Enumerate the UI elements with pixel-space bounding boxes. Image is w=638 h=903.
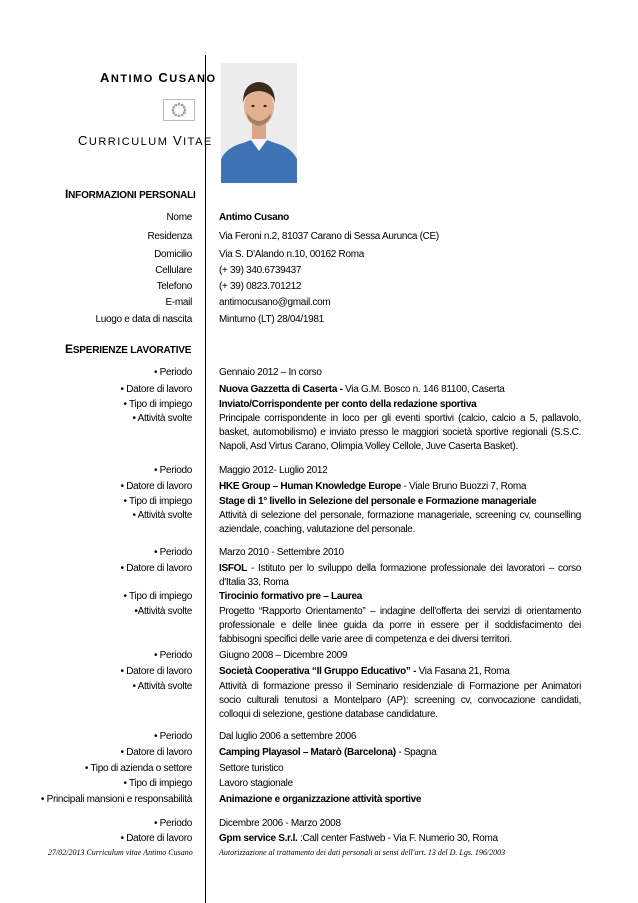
value-settore: Settore turistico (219, 763, 284, 774)
label-tipo-impiego: • Tipo di impiego (123, 496, 192, 507)
value-datore: ISFOL - Istituto per lo sviluppo della formazione professionale dei lavoratori – corso d'Italia 33, Roma (219, 563, 581, 588)
label-attivita: • Attività svolte (132, 681, 192, 692)
value-tipo-impiego: Lavoro stagionale (219, 778, 293, 789)
value-attivita: Progetto “Rapporto Orientamento” – indagine dell'offerta dei servizi di orientamento professionale e delle linee guida da porre in essere per il soddisfacimento dei fabbisogni specifici delle varie aree di competenza e dei diversi territori. (219, 606, 581, 645)
footer-left: 27/02/2013 Curriculum vitae Antimo Cusano (48, 848, 193, 857)
label-tipo-impiego: • Tipo di impiego (123, 778, 192, 789)
value-datore: Gpm service S.r.l. :Call center Fastweb - Via F. Numerio 30, Roma (219, 833, 498, 844)
label-telefono: Telefono (156, 281, 192, 292)
value-periodo: Marzo 2010 - Settembre 2010 (219, 547, 344, 558)
label-mansioni: • Principali mansioni e responsabilità (40, 794, 192, 805)
value-datore: HKE Group – Human Knowledge Europe - Viale Bruno Buozzi 7, Roma (219, 481, 527, 492)
cv-title: CURRICULUM VITAE (78, 133, 213, 148)
section-title-personal: INFORMAZIONI PERSONALI (65, 187, 196, 201)
label-periodo: • Periodo (153, 650, 192, 661)
value-periodo: Giugno 2008 – Dicembre 2009 (219, 650, 348, 661)
value-tipo-impiego: Tirocinio formativo pre – Laurea (219, 591, 363, 602)
label-cellulare: Cellulare (155, 265, 192, 276)
value-tipo-impiego: Stage di 1° livello in Selezione del personale e Formazione manageriale (219, 496, 537, 507)
label-attivita: • Attività svolte (132, 413, 192, 424)
value-periodo: Dicembre 2006 - Marzo 2008 (219, 818, 341, 829)
label-datore: • Datore di lavoro (120, 833, 192, 844)
value-periodo: Dal luglio 2006 a settembre 2006 (219, 731, 357, 742)
vertical-divider (205, 55, 206, 903)
label-datore: • Datore di lavoro (120, 384, 192, 395)
value-attivita: Attività di selezione del personale, formazione manageriale, screening cv, counselling aziendale, coaching, valutazione del personale. (219, 510, 581, 535)
value-periodo: Maggio 2012- Luglio 2012 (219, 465, 328, 476)
value-domicilio: Via S. D'Alando n.10, 00162 Roma (219, 249, 365, 260)
value-attivita: Principale corrispondente in loco per gli eventi sportivi (calcio, calcio a 5, pallavolo, basket, automobilismo) e inviato presso le maggiori società sportive regionali (S.S.C. Napoli, Asd Virtus Carano, Olimpia Volley Cellole, Juve Caserta Basket). (219, 413, 581, 452)
label-periodo: • Periodo (153, 465, 192, 476)
label-domicilio: Domicilio (154, 249, 192, 260)
label-periodo: • Periodo (153, 547, 192, 558)
label-nascita: Luogo e data di nascita (95, 314, 192, 325)
value-cellulare: (+ 39) 340.6739437 (219, 265, 302, 276)
label-periodo: • Periodo (153, 367, 192, 378)
label-tipo-impiego: • Tipo di impiego (123, 591, 192, 602)
label-settore: • Tipo di azienda o settore (84, 763, 192, 774)
label-attivita: •Attività svolte (134, 606, 192, 617)
label-email: E-mail (165, 297, 192, 308)
label-datore: • Datore di lavoro (120, 747, 192, 758)
value-nascita: Minturno (LT) 28/04/1981 (219, 314, 324, 325)
value-datore: Società Cooperativa “Il Gruppo Educativo” - Via Fasana 21, Roma (219, 666, 510, 677)
value-attivita: Attività di formazione presso il Seminario residenziale di Formazione per Animatori socio culturali tenutosi a Montelparo (AP): screening cv, convocazione candidati, colloqui di selezione, gestione database candidature. (219, 681, 581, 720)
label-attivita: • Attività svolte (132, 510, 192, 521)
section-title-experience: ESPERIENZE LAVORATIVE (65, 342, 192, 356)
value-email[interactable]: antimocusano@gmail.com (219, 297, 331, 308)
value-telefono: (+ 39) 0823.701212 (219, 281, 302, 292)
value-residenza: Via Feroni n.2, 81037 Carano di Sessa Aurunca (CE) (219, 231, 439, 242)
label-datore: • Datore di lavoro (120, 481, 192, 492)
value-periodo: Gennaio 2012 – In corso (219, 367, 322, 378)
value-mansioni: Animazione e organizzazione attività sportive (219, 794, 422, 805)
label-tipo-impiego: • Tipo di impiego (123, 399, 192, 410)
value-datore: Camping Playasol – Matarò (Barcelona) - Spagna (219, 747, 437, 758)
eu-flag-icon (163, 99, 195, 121)
label-nome: Nome (166, 212, 192, 223)
label-residenza: Residenza (147, 231, 192, 242)
profile-photo (221, 63, 297, 183)
label-datore: • Datore di lavoro (120, 666, 192, 677)
label-periodo: • Periodo (153, 818, 192, 829)
label-datore: • Datore di lavoro (120, 563, 192, 574)
cv-owner-name: ANTIMO CUSANO (100, 70, 217, 85)
label-periodo: • Periodo (153, 731, 192, 742)
footer-right: Autorizzazione al trattamento dei dati personali ai sensi dell'art. 13 del D. Lgs. 196/2003 (219, 848, 506, 857)
value-tipo-impiego: Inviato/Corrispondente per conto della redazione sportiva (219, 399, 477, 410)
value-datore: Nuova Gazzetta di Caserta - Via G.M. Bosco n. 146 81100, Caserta (219, 384, 505, 395)
value-nome: Antimo Cusano (219, 212, 289, 223)
